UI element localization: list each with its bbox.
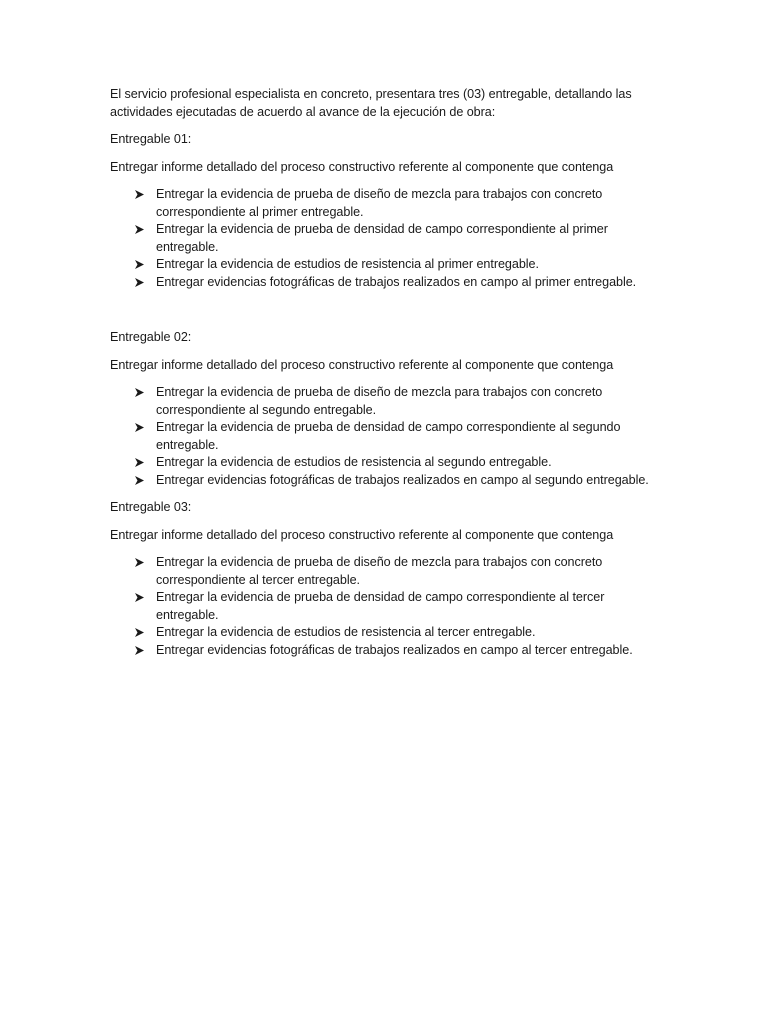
arrowhead-bullet-icon (134, 186, 148, 204)
list-item-text: Entregar la evidencia de prueba de diseño de mezcla para trabajos con concreto correspondiente al primer entregable. (156, 187, 603, 219)
list-item (110, 419, 670, 454)
section-description: Entregar informe detallado del proceso constructivo referente al componente que contenga (110, 357, 614, 372)
bullet-list (110, 384, 670, 489)
list-item-text: Entregar la evidencia de prueba de densidad de campo correspondiente al segundo entregable. (156, 420, 621, 452)
section-title: Entregable 01: (110, 132, 192, 146)
list-item (110, 624, 670, 642)
list-item (110, 554, 670, 589)
list-item (110, 274, 670, 292)
intro-paragraph: El servicio profesional especialista en concreto, presentara tres (03) entregable, detallando las actividades ejecutadas de acuerdo al avance de la ejecución de obra: (110, 87, 632, 119)
arrowhead-bullet-icon (134, 624, 148, 642)
list-item-text: Entregar evidencias fotográficas de trabajos realizados en campo al primer entregable. (156, 274, 637, 289)
bullet-list (110, 554, 670, 659)
list-item-text: Entregar la evidencia de prueba de diseño de mezcla para trabajos con concreto correspondiente al segundo entregable. (156, 385, 603, 417)
list-item (110, 186, 670, 221)
bullet-list (110, 186, 670, 291)
list-item (110, 472, 670, 490)
list-item-text: Entregar la evidencia de prueba de densidad de campo correspondiente al tercer entregable. (156, 590, 605, 622)
section-description: Entregar informe detallado del proceso constructivo referente al componente que contenga (110, 159, 614, 174)
list-item-text: Entregar la evidencia de estudios de resistencia al segundo entregable. (156, 455, 552, 469)
arrowhead-bullet-icon (134, 554, 148, 572)
section-description: Entregar informe detallado del proceso constructivo referente al componente que contenga (110, 527, 614, 542)
list-item-text: Entregar evidencias fotográficas de trabajos realizados en campo al tercer entregable. (156, 642, 633, 657)
list-item (110, 454, 670, 472)
arrowhead-bullet-icon (134, 384, 148, 402)
document-body (110, 86, 670, 659)
section-title: Entregable 02: (110, 330, 192, 344)
section-spacer (110, 489, 670, 499)
arrowhead-bullet-icon (134, 589, 148, 607)
section-spacer (110, 291, 670, 329)
arrowhead-bullet-icon (134, 221, 148, 239)
list-item-text: Entregar la evidencia de estudios de resistencia al primer entregable. (156, 257, 539, 271)
section-entregable-03 (110, 499, 670, 659)
section-title: Entregable 03: (110, 500, 192, 514)
arrowhead-bullet-icon (134, 256, 148, 274)
list-item (110, 589, 670, 624)
arrowhead-bullet-icon (134, 419, 148, 437)
list-item-text: Entregar evidencias fotográficas de trabajos realizados en campo al segundo entregable. (156, 472, 649, 487)
list-item (110, 642, 670, 660)
arrowhead-bullet-icon (134, 642, 148, 660)
list-item-text: Entregar la evidencia de prueba de densidad de campo correspondiente al primer entregable. (156, 222, 608, 254)
list-item (110, 256, 670, 274)
list-item-text: Entregar la evidencia de estudios de resistencia al tercer entregable. (156, 625, 536, 639)
section-entregable-01 (110, 131, 670, 291)
arrowhead-bullet-icon (134, 472, 148, 490)
list-item (110, 384, 670, 419)
arrowhead-bullet-icon (134, 274, 148, 292)
section-entregable-02 (110, 329, 670, 489)
arrowhead-bullet-icon (134, 454, 148, 472)
list-item-text: Entregar la evidencia de prueba de diseño de mezcla para trabajos con concreto correspondiente al tercer entregable. (156, 555, 603, 587)
list-item (110, 221, 670, 256)
